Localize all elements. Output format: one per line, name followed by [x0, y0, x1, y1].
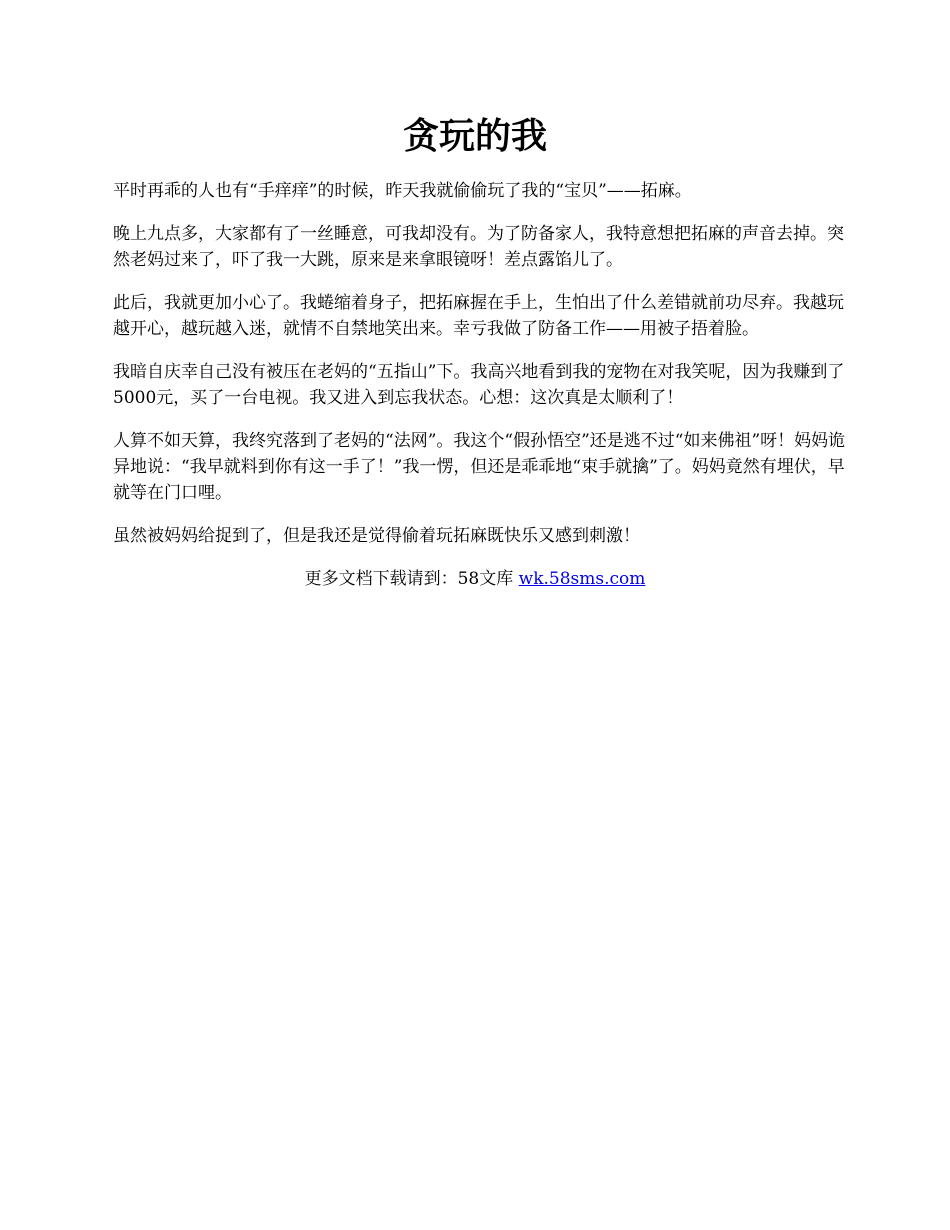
- paragraph-1: 平时再乖的人也有“手痒痒”的时候，昨天我就偷偷玩了我的“宝贝”——拓麻。: [113, 181, 692, 201]
- download-footer: [113, 566, 837, 592]
- paragraph-4: 我暗自庆幸自己没有被压在老妈的“五指山”下。我高兴地看到我的宠物在对我笑呢，因为我赚到了5000元，买了一台电视。我又进入到忘我状态。心想：这次真是太顺利了！: [113, 362, 845, 408]
- paragraph-6: 虽然被妈妈给捉到了，但是我还是觉得偷着玩拓麻既快乐又感到刺激！: [113, 526, 640, 546]
- paragraph-5: 人算不如天算，我终究落到了老妈的“法网”。我这个“假孙悟空”还是逃不过“如来佛祖”呀！妈妈诡异地说：“我早就料到你有这一手了！”我一愣，但还是乖乖地“束手就擒”了。妈妈竟然有埋伏，早就等在门口哩。: [113, 431, 846, 503]
- paragraph-2: 晚上九点多，大家都有了一丝睡意，可我却没有。为了防备家人，我特意想把拓麻的声音去掉。突然老妈过来了，吓了我一大跳，原来是来拿眼镜呀！差点露馅儿了。: [113, 224, 844, 270]
- footer-text: 更多文档下载请到：58文库: [304, 569, 519, 589]
- document-title: 贪玩的我: [402, 115, 547, 157]
- document-body: [113, 178, 853, 592]
- footer-link[interactable]: wk.58sms.com: [518, 569, 646, 589]
- paragraph-3: 此后，我就更加小心了。我蜷缩着身子，把拓麻握在手上，生怕出了什么差错就前功尽弃。我越玩越开心，越玩越入迷，就情不自禁地笑出来。幸亏我做了防备工作——用被子捂着脸。: [113, 293, 844, 339]
